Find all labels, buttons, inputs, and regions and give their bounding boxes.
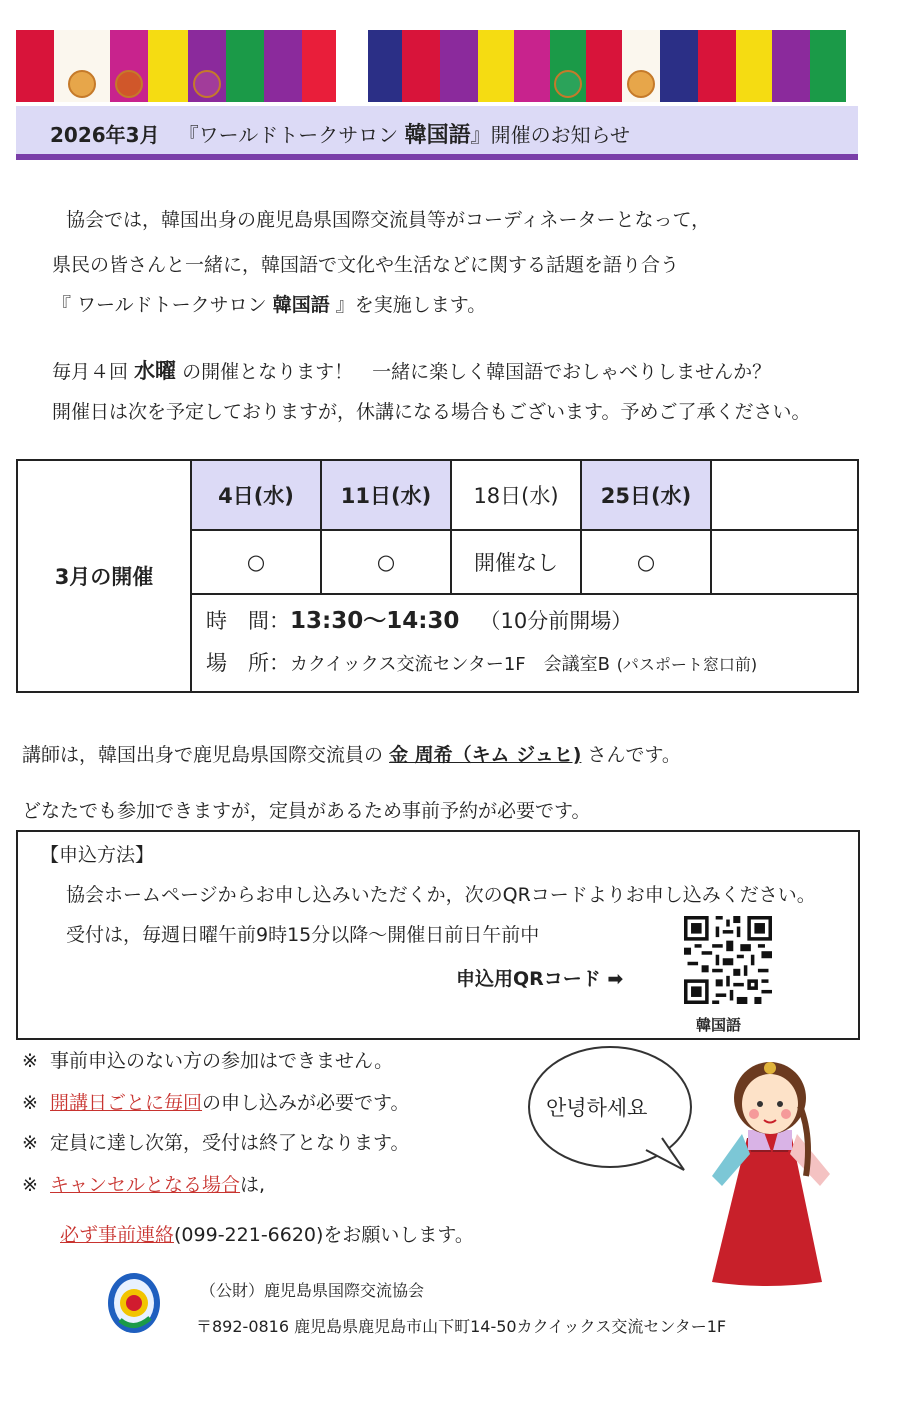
intro-line-2: 県民の皆さんと一緒に，韓国語で文化や生活などに関する話題を語り合う <box>52 254 680 276</box>
status-cell: ○ <box>321 530 451 594</box>
note-mark: ※ <box>22 1092 38 1114</box>
bubble-tail <box>640 1130 690 1180</box>
qr-label: 申込用QRコード ➡ <box>456 968 624 990</box>
instructor-post: さんです。 <box>587 744 681 766</box>
greeting-text: 안녕하세요 <box>546 1096 648 1120</box>
apply-line-1: 協会ホームページからお申し込みいただくか，次のQRコードよりお申し込みください。 <box>66 884 816 906</box>
banner-left <box>16 30 336 102</box>
note-3 <box>22 1128 410 1155</box>
title-post: 』開催のお知らせ <box>470 123 631 147</box>
qr-caption: 韓国語 <box>696 1016 742 1034</box>
note-4-post: は, <box>240 1174 266 1196</box>
note-mark: ※ <box>22 1132 38 1154</box>
note-2-red: 開講日ごとに毎回 <box>50 1092 203 1114</box>
title-lang: 韓国語 <box>404 123 471 148</box>
apply-heading: 【申込方法】 <box>40 844 155 866</box>
schedule-table <box>16 459 859 693</box>
page-title <box>50 118 630 149</box>
note-mark: ※ <box>22 1174 38 1196</box>
intro-line-3 <box>52 290 486 317</box>
footer-address: 〒892-0816 鹿児島県鹿児島市山下町14-50カクイックス交流センター1F <box>196 1317 727 1336</box>
intro-line-3-bold: 韓国語 <box>272 294 330 316</box>
intro-line-4-pre: 毎月４回 <box>52 361 129 383</box>
intro-line-5: 開催日は次を予定しておりますが，休講になる場合もございます。予めご了承ください。 <box>52 401 811 423</box>
footer-org: （公財）鹿児島県国際交流協会 <box>200 1281 425 1300</box>
instructor-name: 金 周希（キム ジュヒ) <box>389 744 582 766</box>
date-cell <box>711 460 858 530</box>
hanbok-girl-illustration <box>692 1046 842 1290</box>
qr-code[interactable] <box>684 916 772 1004</box>
place-value: カクイックス交流センター1F 会議室B <box>290 654 610 675</box>
note-5-post: (099-221-6620)をお願いします。 <box>174 1224 474 1246</box>
status-cell: ○ <box>581 530 711 594</box>
intro-line-3-pre: 『 ワールドトークサロン <box>52 294 267 316</box>
intro-line-4 <box>52 355 771 385</box>
intro-line-4-post: の開催となります！ 一緒に楽しく韓国語でおしゃべりしませんか？ <box>182 361 772 383</box>
note-1-text: 事前申込のない方の参加はできません。 <box>50 1050 394 1072</box>
reservation-notice: どなたでも参加できますが，定員があるため事前予約が必要です。 <box>22 800 591 822</box>
intro-line-3-post: 』を実施します。 <box>335 294 487 316</box>
note-4 <box>22 1170 265 1197</box>
note-2-post: の申し込みが必要です。 <box>202 1092 410 1114</box>
instructor-line <box>22 740 681 767</box>
status-cell <box>711 530 858 594</box>
intro-line-1: 協会では，韓国出身の鹿児島県国際交流員等がコーディネーターとなって， <box>66 209 711 231</box>
time-label: 時 間： <box>206 609 290 633</box>
schedule-info <box>191 594 858 692</box>
date-cell: 18日(水) <box>451 460 581 530</box>
note-mark: ※ <box>22 1050 38 1072</box>
place-row <box>206 642 857 686</box>
banner-right <box>368 30 846 102</box>
time-value: 13:30～14:30 <box>290 608 460 634</box>
place-label: 場 所： <box>206 651 290 675</box>
intro-line-4-bold: 水曜 <box>134 359 177 383</box>
apply-line-2: 受付は，毎週日曜午前9時15分以降～開催日前日午前中 <box>66 924 540 946</box>
title-year-month: 2026年3月 <box>50 123 160 147</box>
note-5-red: 必ず事前連絡 <box>60 1224 175 1246</box>
date-cell: 11日(水) <box>321 460 451 530</box>
note-1 <box>22 1046 393 1073</box>
date-cell: 25日(水) <box>581 460 711 530</box>
time-row <box>206 600 857 642</box>
note-3-text: 定員に達し次第，受付は終了となります。 <box>50 1132 410 1154</box>
status-cell: 開催なし <box>451 530 581 594</box>
status-cell: ○ <box>191 530 321 594</box>
note-4-red: キャンセルとなる場合 <box>50 1174 241 1196</box>
schedule-row-label: 3月の開催 <box>17 460 191 692</box>
date-cell: 4日(水) <box>191 460 321 530</box>
time-note: （10分前開場） <box>479 609 633 633</box>
association-logo-icon <box>104 1270 164 1336</box>
place-note: (パスポート窓口前) <box>616 655 758 674</box>
instructor-pre: 講師は，韓国出身で鹿児島県国際交流員の <box>22 744 384 766</box>
note-5 <box>60 1220 474 1247</box>
title-pre: 『ワールドトークサロン <box>178 123 399 147</box>
note-2 <box>22 1088 410 1115</box>
